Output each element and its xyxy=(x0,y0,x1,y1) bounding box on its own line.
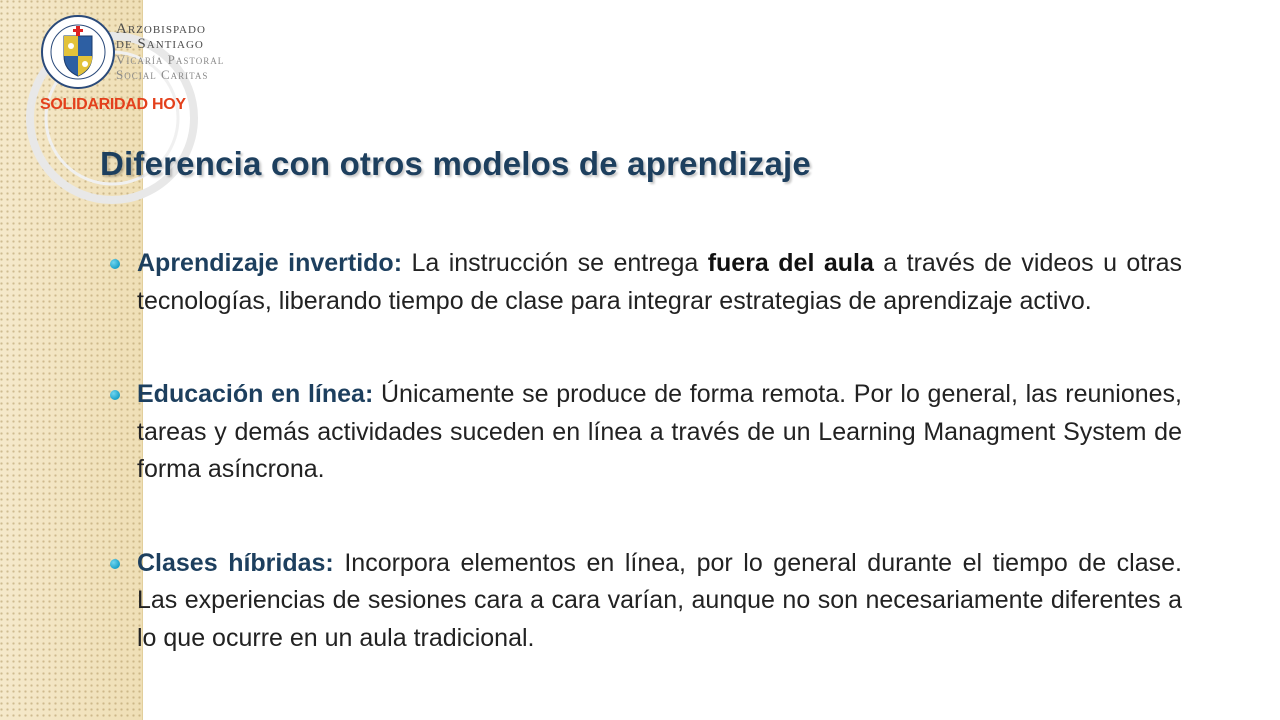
brand-label: SOLIDARIDAD HOY xyxy=(40,96,186,113)
bullet-term: Clases híbridas: xyxy=(137,548,334,577)
bullet-text: Incorpora elementos en línea, por lo general durante el tiempo de clase. Las experiencias de sesiones cara a cara varían, aunque no son necesariamente diferentes a lo que ocurre en un aula tradicional. xyxy=(137,548,1182,652)
bullet-dot-icon xyxy=(110,259,120,269)
org-line-3: Vicaría Pastoral xyxy=(116,52,225,67)
bullet-item-educacion-en-linea xyxy=(110,376,1182,489)
bullet-text: a través de videos u otras tecnologías, liberando tiempo de clase para integrar estrategias de aprendizaje activo. xyxy=(137,249,1182,315)
bullet-emphasis: fuera del aula xyxy=(707,249,874,277)
header-logo xyxy=(30,10,270,120)
bullet-item-aprendizaje-invertido xyxy=(110,245,1182,320)
org-line-4: Social Caritas xyxy=(116,67,209,82)
org-line-2: de Santiago xyxy=(116,36,204,52)
bullet-text: La instrucción se entrega xyxy=(402,249,708,277)
bullet-dot-icon xyxy=(110,559,120,569)
bullet-text: Únicamente se produce de forma remota. Por lo general, las reuniones, tareas y demás actividades suceden en línea a través de un Learning Managment System de forma asíncrona. xyxy=(137,380,1183,483)
archdiocese-seal-icon xyxy=(40,14,116,90)
bullet-term: Educación en línea: xyxy=(137,380,374,408)
organization-name xyxy=(116,22,276,82)
org-line-1: Arzobispado xyxy=(116,21,206,37)
bullet-list xyxy=(110,245,1182,713)
bullet-item-clases-hibridas xyxy=(110,545,1182,658)
bullet-term: Aprendizaje invertido: xyxy=(137,249,403,277)
bullet-dot-icon xyxy=(110,390,120,400)
slide-title: Diferencia con otros modelos de aprendizaje xyxy=(100,145,811,182)
